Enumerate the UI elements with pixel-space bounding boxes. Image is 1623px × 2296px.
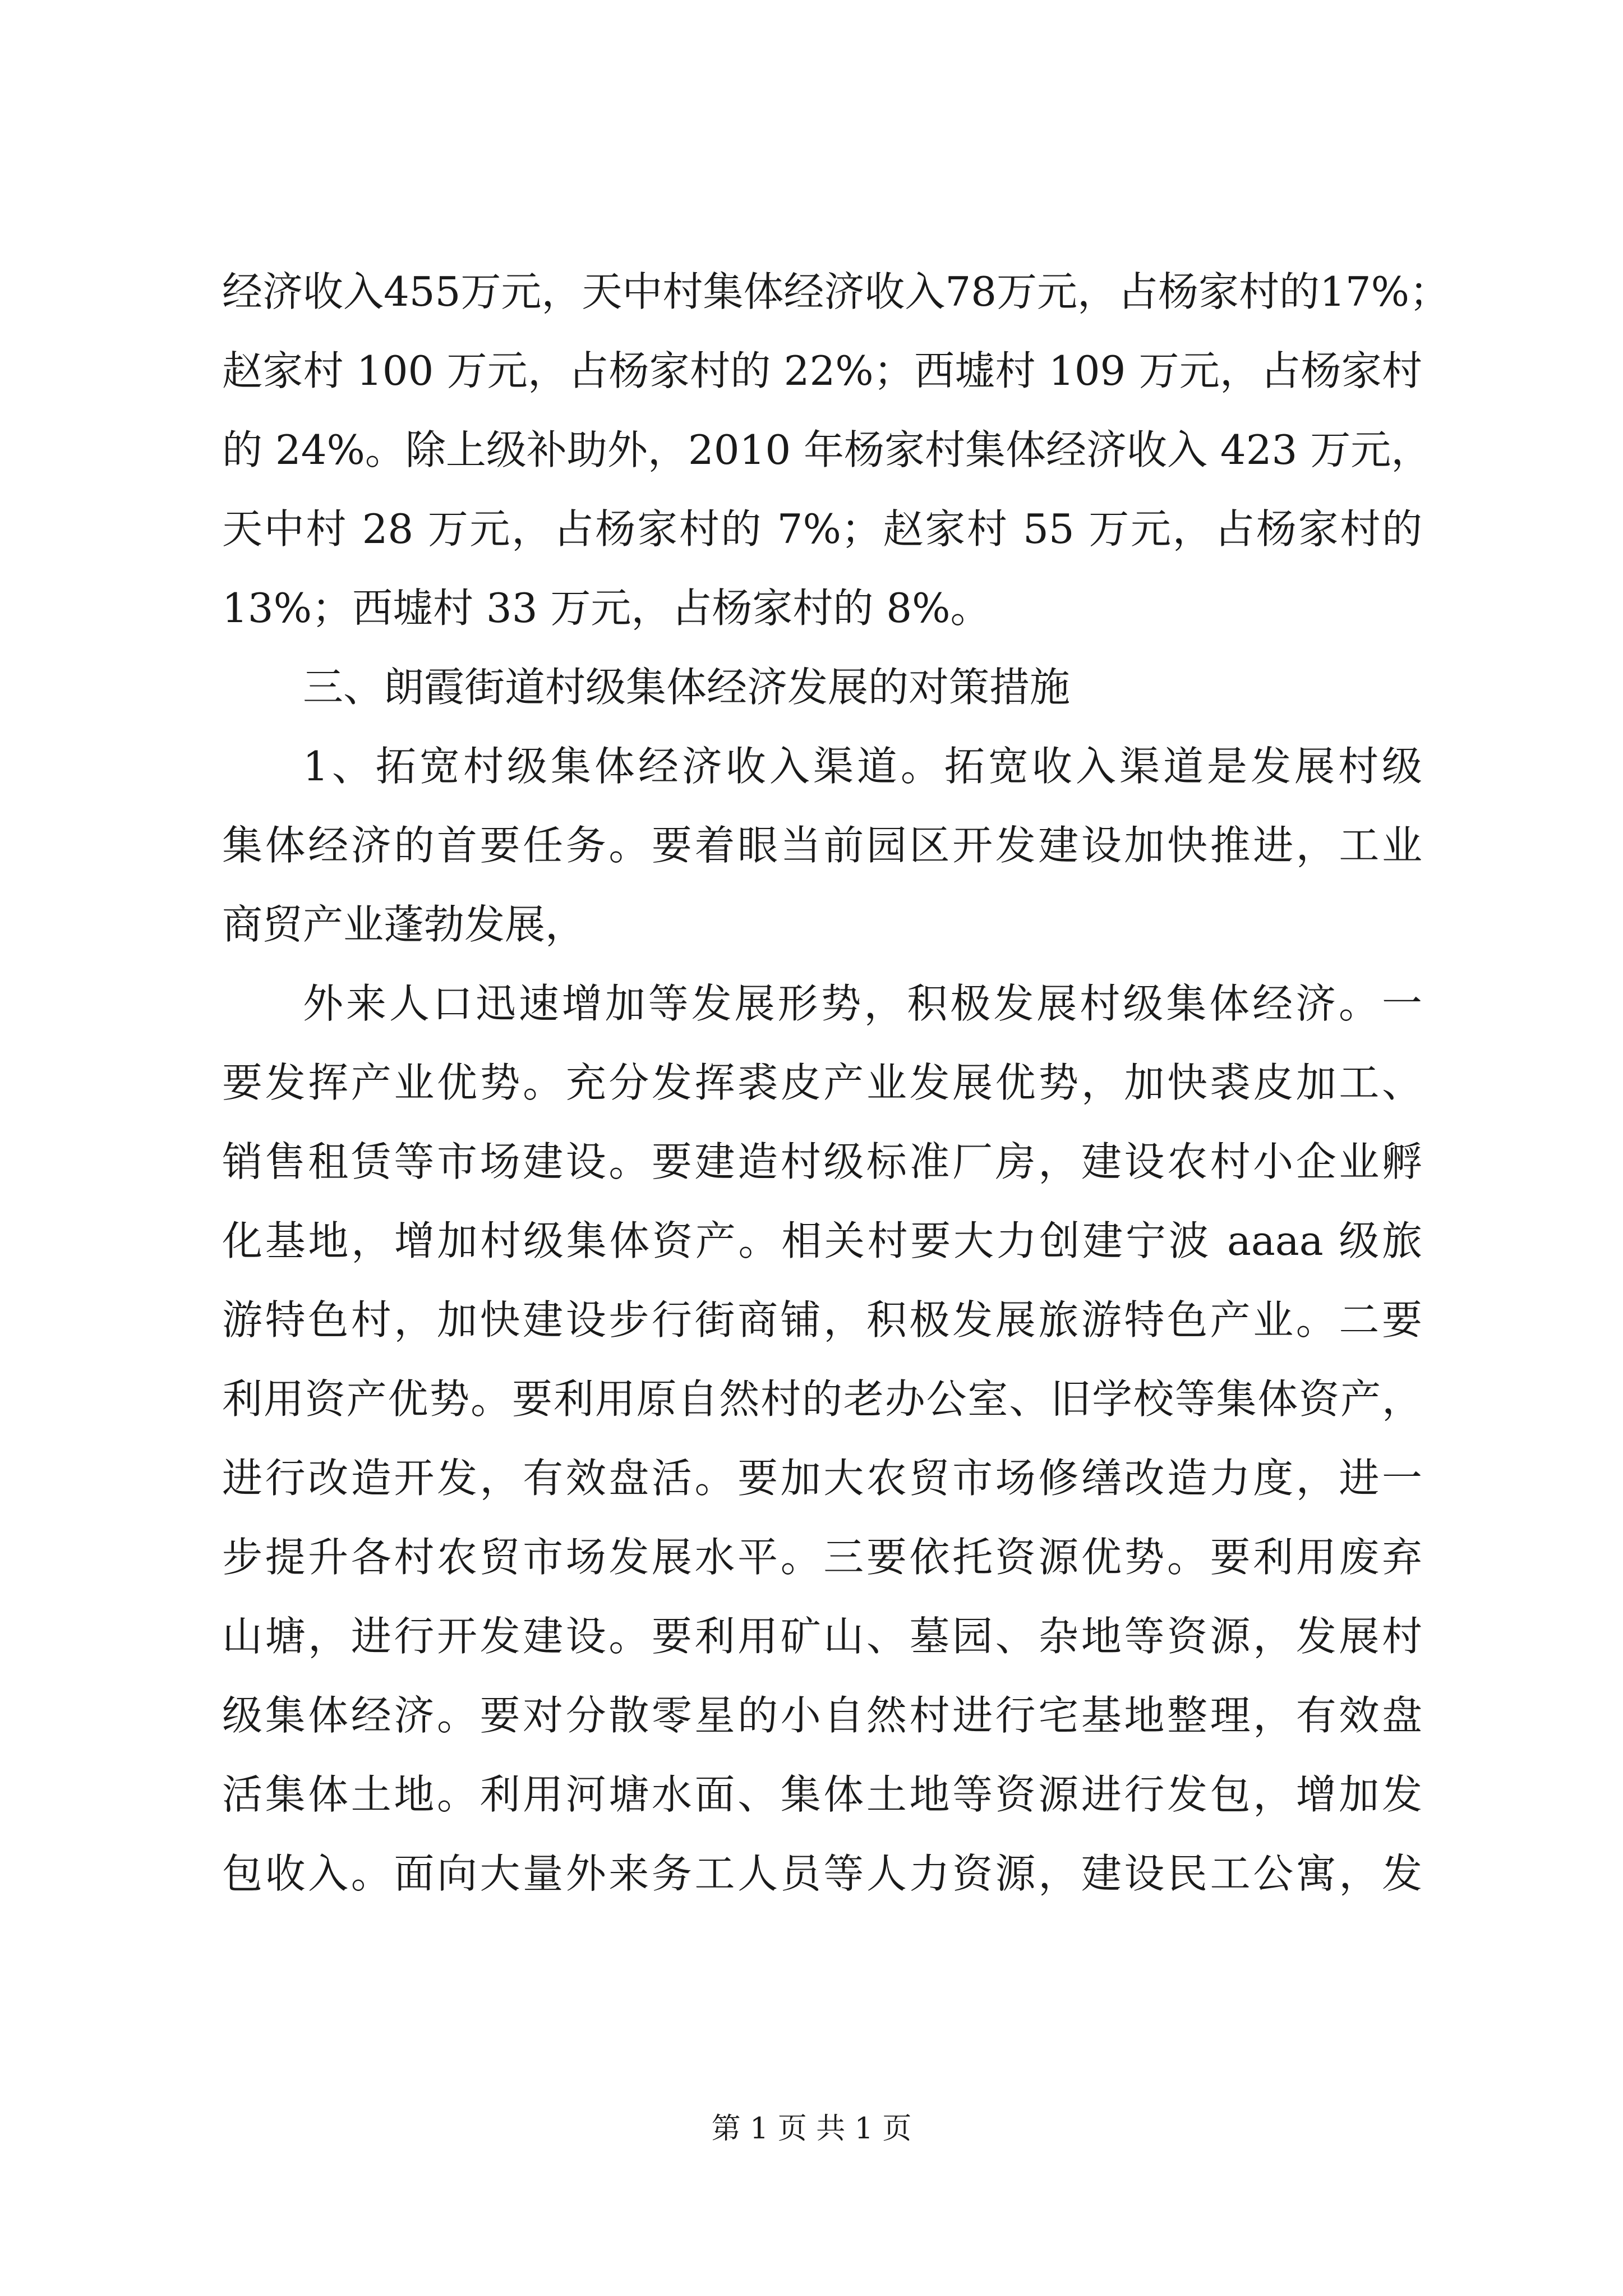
body-line-13: 化基地，增加村级集体资产。相关村要大力创建宁波 aaaa 级旅	[222, 1217, 1422, 1264]
body-line-11: 要发挥产业优势。充分发挥裘皮产业发展优势，加快裘皮加工、	[222, 1059, 1422, 1106]
body-line-9: 商贸产业蓬勃发展，	[222, 901, 586, 948]
body-line-15: 利用资产优势。要利用原自然村的老办公室、旧学校等集体资产，	[222, 1375, 1422, 1423]
body-line-10: 外来人口迅速增加等发展形势，积极发展村级集体经济。一	[303, 980, 1422, 1027]
body-line-2: 赵家村 100 万元，占杨家村的 22%；西墟村 109 万元，占杨家村	[222, 347, 1422, 394]
body-line-7: 1、拓宽村级集体经济收入渠道。拓宽收入渠道是发展村级	[303, 743, 1422, 790]
body-line-12: 销售租赁等市场建设。要建造村级标准厂房，建设农村小企业孵	[222, 1138, 1422, 1185]
body-line-18: 山塘，进行开发建设。要利用矿山、墓园、杂地等资源，发展村	[222, 1613, 1422, 1660]
body-line-21: 包收入。面向大量外来务工人员等人力资源，建设民工公寓，发	[222, 1850, 1422, 1897]
body-line-5: 13%；西墟村 33 万元，占杨家村的 8%。	[222, 585, 991, 632]
body-line-8: 集体经济的首要任务。要着眼当前园区开发建设加快推进，工业	[222, 822, 1422, 869]
section-heading: 三、朗霞街道村级集体经济发展的对策措施	[303, 664, 1071, 711]
page-footer: 第 1 页 共 1 页	[711, 2112, 912, 2146]
body-line-16: 进行改造开发，有效盘活。要加大农贸市场修缮改造力度，进一	[222, 1455, 1422, 1502]
body-line-14: 游特色村，加快建设步行街商铺，积极发展旅游特色产业。二要	[222, 1296, 1422, 1343]
body-line-17: 步提升各村农贸市场发展水平。三要依托资源优势。要利用废弃	[222, 1534, 1422, 1581]
body-line-1: 经济收入455万元，天中村集体经济收入78万元，占杨家村的17%；	[222, 268, 1450, 315]
body-line-19: 级集体经济。要对分散零星的小自然村进行宅基地整理，有效盘	[222, 1692, 1422, 1739]
body-line-20: 活集体土地。利用河塘水面、集体土地等资源进行发包，增加发	[222, 1771, 1422, 1818]
body-line-4: 天中村 28 万元，占杨家村的 7%；赵家村 55 万元，占杨家村的	[222, 505, 1422, 553]
body-line-3: 的 24%。除上级补助外，2010 年杨家村集体经济收入 423 万元，	[222, 426, 1432, 473]
